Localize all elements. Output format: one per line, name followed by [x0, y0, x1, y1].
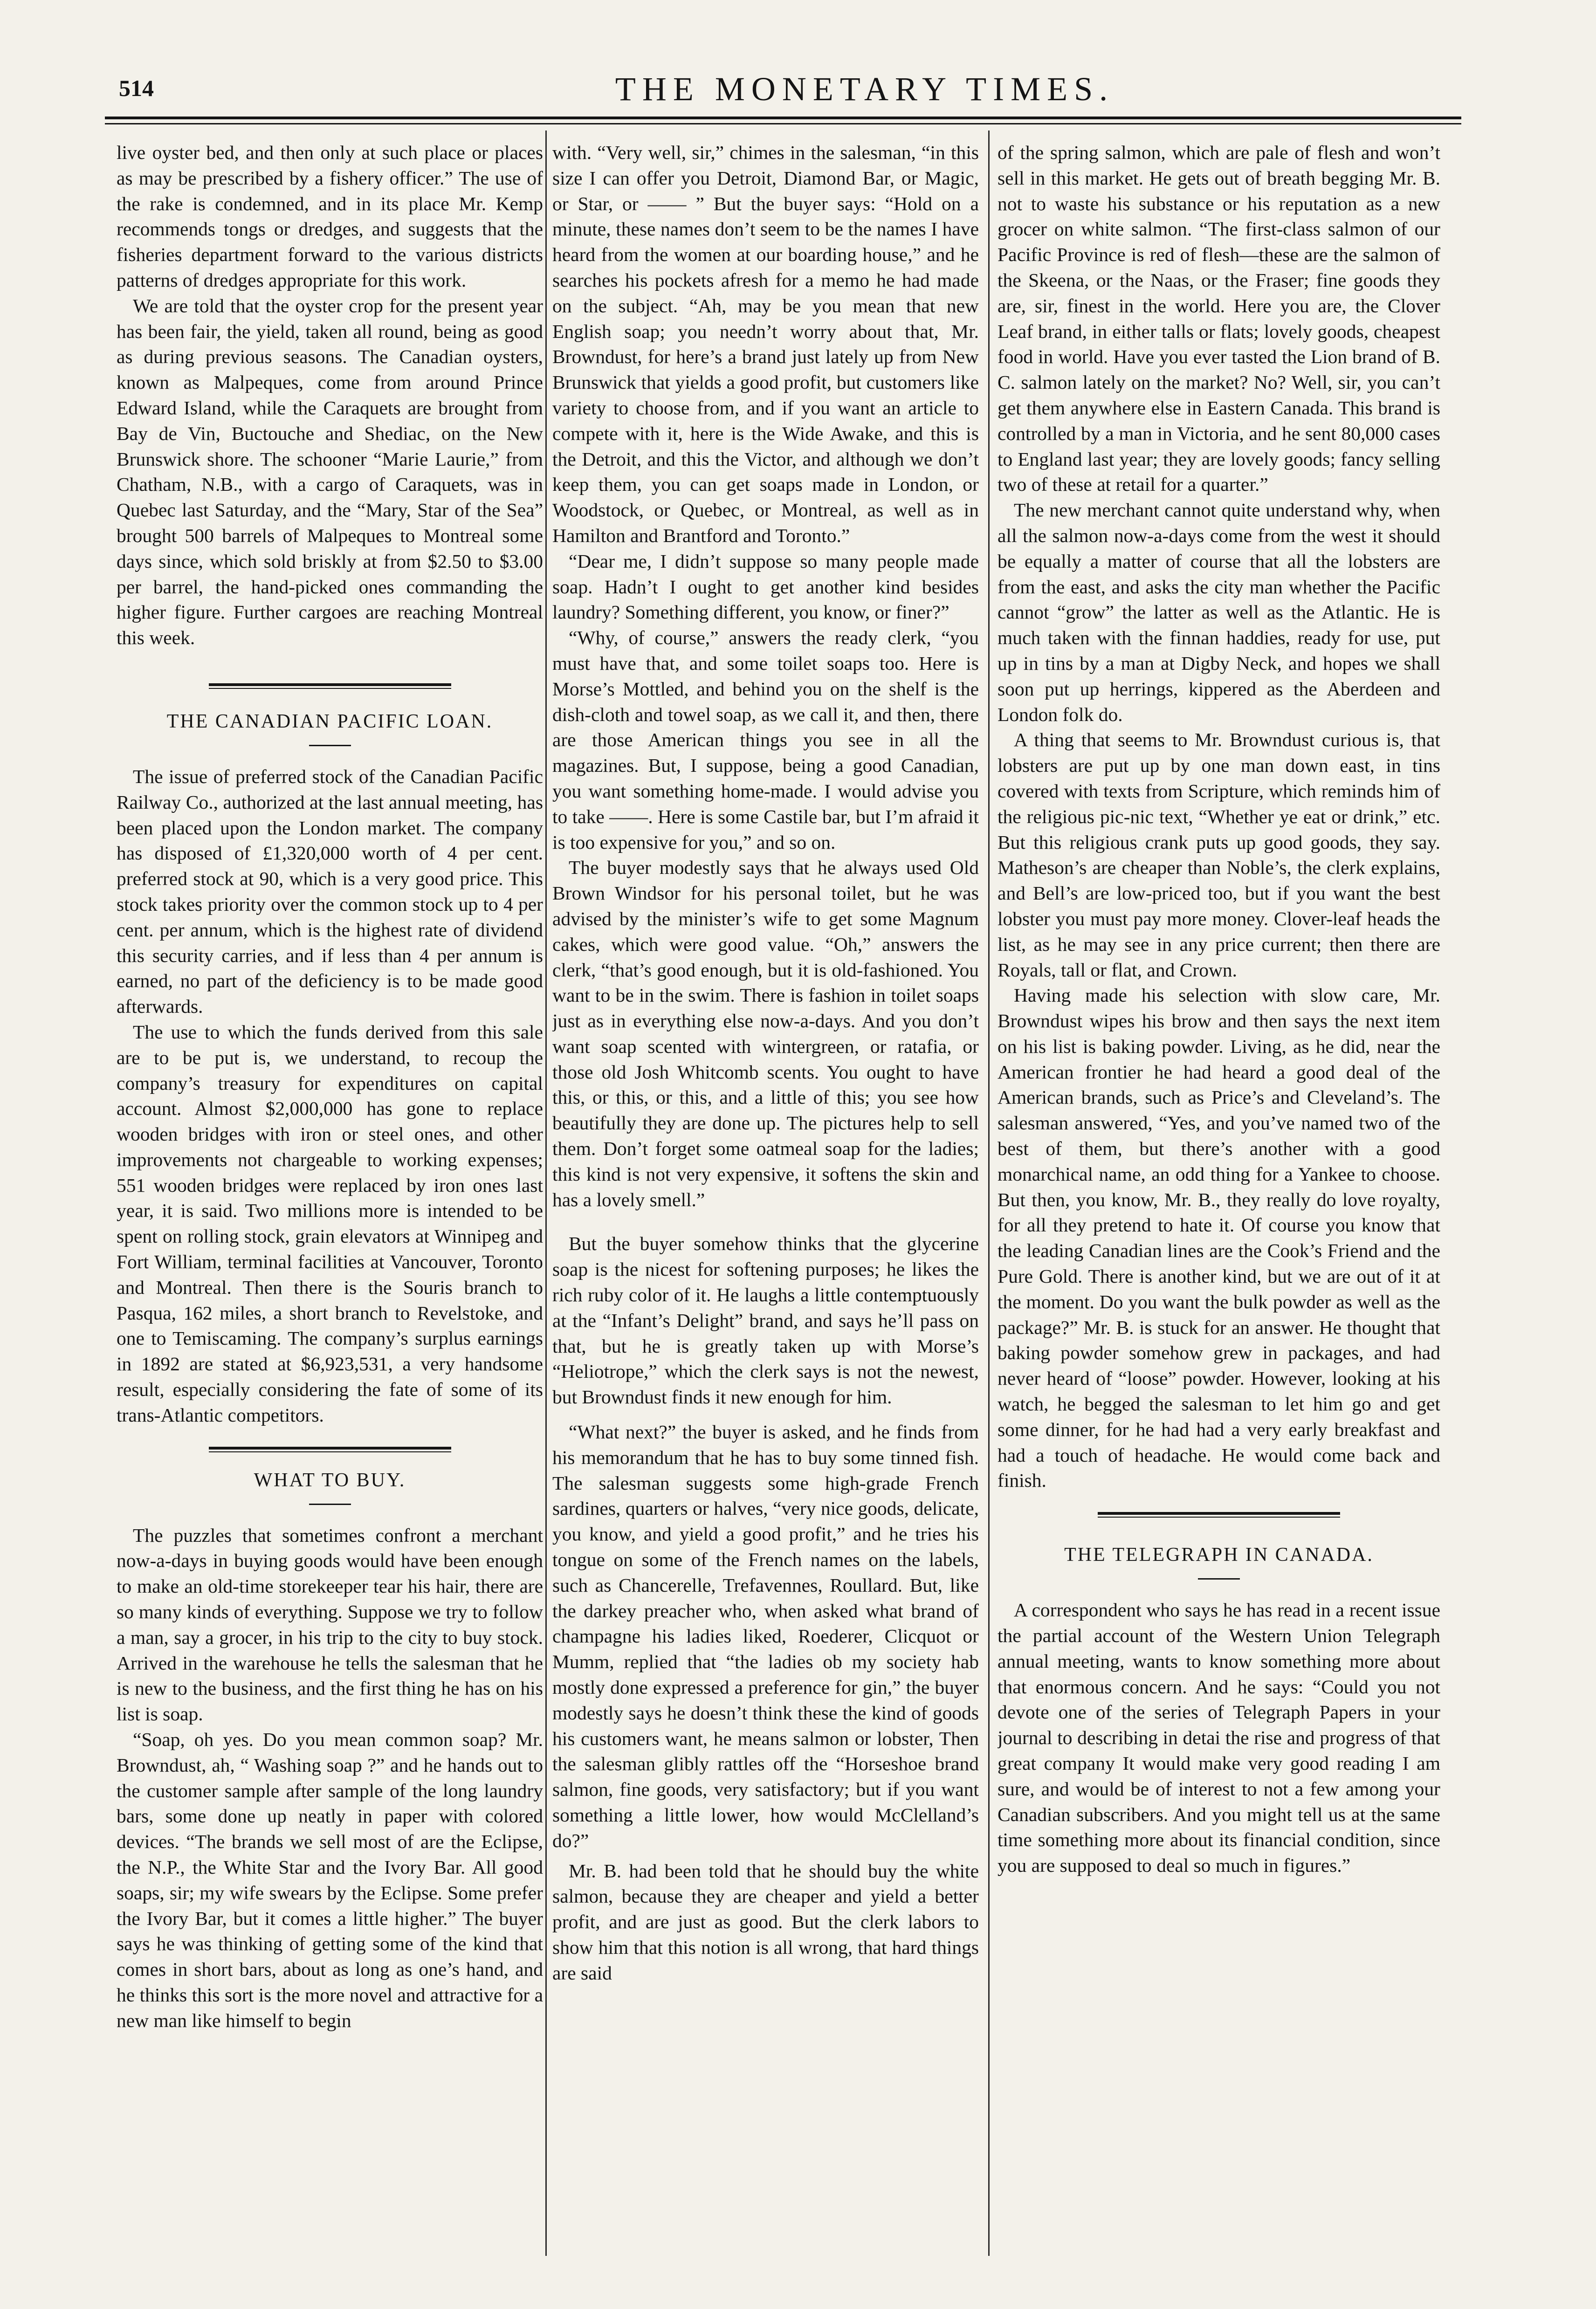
paragraph: A thing that seems to Mr. Browndust curious is, that lobsters are put up by one man down east, in tins covered with texts from Scripture, which reminds him of the religious pic-nic text, “Whether ye eat or drink,” etc. But this religious crank puts up good goods, they say. Matheson’s are cheaper than Noble’s, the clerk explains, and Bell’s are low-priced too, but if you want the best lobster you must pay more money. Clover-leaf heads the list, as he may see in any price current; then there are Royals, tall or flat, and Crown. [998, 729, 1440, 981]
paragraph: The buyer modestly says that he always used Old Brown Windsor for his personal toilet, but he was advised by the minister’s wife to get some Magnum cakes, which were good value. “Oh,” answers the clerk, “that’s good enough, but it is old-fashioned. You want to be in the swim. There is fashion in toilet soaps just as in everything else now-a-days. And you don’t want soap scented with wintergreen, or ratafia, or those old Josh Whitcomb scents. You ought to have this, or this, or this, and a little of this; you see how beautifully they are done up. The pictures help to sell them. Don’t forget some oatmeal soap for the ladies; this kind is not very expensive, it softens the skin and has a lovely smell.” [552, 857, 979, 1210]
column-2 [552, 140, 979, 2265]
masthead [119, 70, 1471, 115]
paragraph: The issue of preferred stock of the Canadian Pacific Railway Co., authorized at the last annual meeting, has been placed upon the London market. The company has disposed of £1,320,000 worth of 4 per cent. preferred stock at 90, which is a very good price. This stock takes priority over the common stock up to 4 per cent. per annum, which is the highest rate of dividend this security carries, and if less than 4 per annum is earned, no part of the deficiency is to be made good afterwards. [117, 765, 543, 1017]
column-divider-2 [988, 131, 990, 2256]
section-heading-telegraph-in-canada: THE TELEGRAPH IN CANADA. [1064, 1544, 1374, 1566]
column-1 [117, 140, 543, 2265]
page-number: 514 [119, 75, 154, 101]
column-divider-1 [545, 131, 547, 2256]
section-separator [1098, 1512, 1340, 1518]
paragraph: Having made his selection with slow care, Mr. Browndust wipes his brow and then says the next item on his list is baking powder. Living, as he did, near the American frontier he had heard a good deal of the American brands, such as Price’s and Cleveland’s. The salesman answered, “Yes, and you’ve named two of the best of them, but there’s another with a good monarchical name, an odd thing for a Yankee to choose. But then, you know, Mr. B., they really do love royalty, for all they pretend to hate it. Of course you know that the leading Canadian lines are the Cook’s Friend and the Pure Gold. There is another kind, but we are out of it at the moment. Do you want the bulk powder as well as the package?” Mr. B. is stuck for an answer. He thought that baking powder somehow grew in packages, and had never heard of “loose” powder. However, looking at his watch, he begged the salesman to let him go and get some dinner, for he had had a very early breakfast and had a touch of headache. He would come back and finish. [998, 984, 1440, 1491]
section-heading-what-to-buy: WHAT TO BUY. [254, 1469, 406, 1491]
paragraph: “What next?” the buyer is asked, and he finds from his memorandum that he has to buy some tinned fish. The salesman suggests some high-grade French sardines, quarters or halves, “very nice goods, delicate, you know, and yield a good profit,” and he tries his tongue on some of the French names on the labels, such as Chancerelle, Trefavennes, Roullard. But, like the darkey preacher who, when asked what brand of champagne his ladies liked, Roederer, Clicquot or Mumm, replied that “the ladies ob my society hab mostly done expressed a preference for gin,” the buyer modestly says he doesn’t think these the kind of goods his customers want, he means salmon or lobster, Then the salesman glibly rattles off the “Horseshoe brand salmon, fine goods, very satisfactory; but if you want something a little lower, how would McClelland’s do?” [552, 1421, 979, 1851]
section-separator [209, 683, 451, 689]
paragraph: We are told that the oyster crop for the present year has been fair, the yield, taken all round, being as good as during previous seasons. The Canadian oysters, known as Malpeques, come from around Prince Edward Island, while the Caraquets are brought from Bay de Vin, Buctouche and Shediac, on the New Brunswick shore. The schooner “Marie Laurie,” from Chatham, N.B., with a cargo of Caraquets, was in Quebec last Saturday, and the “Mary, Star of the Sea” brought 500 barrels of Malpeques to Montreal some days since, which sold briskly at from $2.50 to $3.00 per barrel, the hand-picked ones commanding the higher figure. Further cargoes are reaching Montreal this week. [117, 295, 543, 649]
paragraph: “Soap, oh yes. Do you mean common soap? Mr. Browndust, ah, “ Washing soap ?” and he hands out to the customer sample after sample of the long laundry bars, some done up neatly in paper with colored devices. “The brands we sell most of are the Eclipse, the N.P., the White Star and the Ivory Bar. All good soaps, sir; my wife swears by the Eclipse. Some prefer the Ivory Bar, but it comes a little higher.” The buyer says he was thinking of getting some of the kind that comes in short bars, about as long as one’s hand, and he thinks this sort is the more novel and attractive for a new man like himself to begin [117, 1729, 543, 2031]
paragraph: with. “Very well, sir,” chimes in the salesman, “in this size I can offer you Detroit, Diamond Bar, or Magic, or Star, or —— ” But the buyer says: “Hold on a minute, these names don’t seem to be the names I have heard from the women at our boarding house,” and he searches his pockets afresh for a memo he had made on the subject. “Ah, may be you mean that new English soap; you needn’t worry about that, Mr. Browndust, for here’s a brand just lately up from New Brunswick that yields a good profit, but customers like variety to choose from, and if you want an article to compete with it, here is the Wide Awake, and this is the Detroit, and this the Victor, and although we don’t keep them, you can get soaps made in London, or Woodstock, or Quebec, or Montreal, as well as in Hamilton and Brantford and Toronto.” [552, 142, 979, 546]
section-separator [209, 1447, 451, 1452]
newspaper-title: THE MONETARY TIMES. [615, 70, 1114, 108]
paragraph: The use to which the funds derived from this sale are to be put is, we understand, to recoup the company’s treasury for expenditures on capital account. Almost $2,000,000 has gone to replace wooden bridges with iron or steel ones, and other improvements not chargeable to working expenses; 551 wooden bridges were replaced by iron ones last year, it is said. Two millions more is intended to be spent on rolling stock, grain elevators at Winnipeg and Fort William, terminal facilities at Vancouver, Toronto and Montreal. Then there is the Souris branch to Pasqua, 162 miles, a short branch to Revelstoke, and one to Temiscaming. The company’s surplus earnings in 1892 are stated at $6,923,531, a very handsome result, especially considering the fate of some of its trans-Atlantic competitors. [117, 1021, 543, 1426]
paragraph: “Why, of course,” answers the ready clerk, “you must have that, and some toilet soaps too. Here is Morse’s Mottled, and behind you on the shelf is the dish-cloth and towel soap, as we call it, and then, there are those American things you see in all the magazines. But, I suppose, being a good Canadian, you want something home-made. I would advise you to take ——. Here is some Castile bar, but I’m afraid it is too expensive for you,” and so on. [552, 627, 979, 853]
section-heading-canadian-pacific-loan: THE CANADIAN PACIFIC LOAN. [166, 710, 493, 732]
paragraph: of the spring salmon, which are pale of flesh and won’t sell in this market. He gets out of breath begging Mr. B. not to waste his substance or his reputation as a new grocer on white salmon. “The first-class salmon of our Pacific Province is red of flesh—these are the salmon of the Skeena, or the Naas, or the Fraser; fine goods they are, sir, finest in the world. Here you are, the Clover Leaf brand, in either talls or flats; lovely goods, cheapest food in world. Have you ever tasted the Lion brand of B. C. salmon lately on the market? No? Well, sir, you can’t get them anywhere else in Eastern Canada. This brand is controlled by a man in Victoria, and he sent 80,000 cases to England last year; they are lovely goods; fancy selling two of these at retail for a quarter.” [998, 142, 1440, 495]
paragraph: The new merchant cannot quite understand why, when all the salmon now-a-days come from the west it should be equally a matter of course that all the lobsters are from the east, and asks the city man whether the Pacific cannot “grow” the latter as well as the Atlantic. He is much taken with the finnan haddies, ready for use, put up in tins by a man at Digby Neck, and hopes we shall soon put up herrings, kippered as the Aberdeen and London folk do. [998, 499, 1440, 725]
paragraph: The puzzles that sometimes confront a merchant now-a-days in buying goods would have been enough to make an old-time storekeeper tear his hair, there are so many kinds of everything. Suppose we try to follow a man, say a grocer, in his trip to the city to buy stock. Arrived in the warehouse he tells the salesman that he is new to the business, and the first thing he has on his list is soap. [117, 1524, 543, 1725]
column-3 [998, 140, 1440, 2265]
paragraph: “Dear me, I didn’t suppose so many people made soap. Hadn’t I ought to get another kind besides laundry? Something different, you know, or finer?” [552, 550, 979, 623]
masthead-rule-thick [105, 117, 1461, 119]
paragraph: But the buyer somehow thinks that the glycerine soap is the nicest for softening purposes; he likes the rich ruby color of it. He laughs a little contemptuously at the “Infant’s Delight” brand, and says he’ll pass on that, but he is greatly taken up with Morse’s “Heliotrope,” which the clerk says is not the newest, but Browndust finds it new enough for him. [552, 1233, 979, 1408]
paragraph: A correspondent who says he has read in a recent issue the partial account of the Western Union Telegraph annual meeting, wants to know something more about that enormous concern. And he says: “Could you not devote one of the series of Telegraph Papers in your journal to describing in detai the rise and progress of that great company It would make very good reading I am sure, and would be of interest to not a few among your Canadian subscribers. And you might tell us at the same time something more about its financial condition, since you are supposed to deal so much in figures.” [998, 1599, 1440, 1876]
masthead-rule-thin [105, 123, 1461, 124]
paragraph: Mr. B. had been told that he should buy the white salmon, because they are cheaper and yield a better profit, and are just as good. But the clerk labors to show him that this notion is all wrong, that hard things are said [552, 1860, 979, 1984]
paragraph: live oyster bed, and then only at such place or places as may be prescribed by a fishery officer.” The use of the rake is condemned, and in its place Mr. Kemp recommends tongs or dredges, and suggests that the fisheries department forward to the various districts patterns of dredges appropriate for this work. [117, 142, 543, 291]
